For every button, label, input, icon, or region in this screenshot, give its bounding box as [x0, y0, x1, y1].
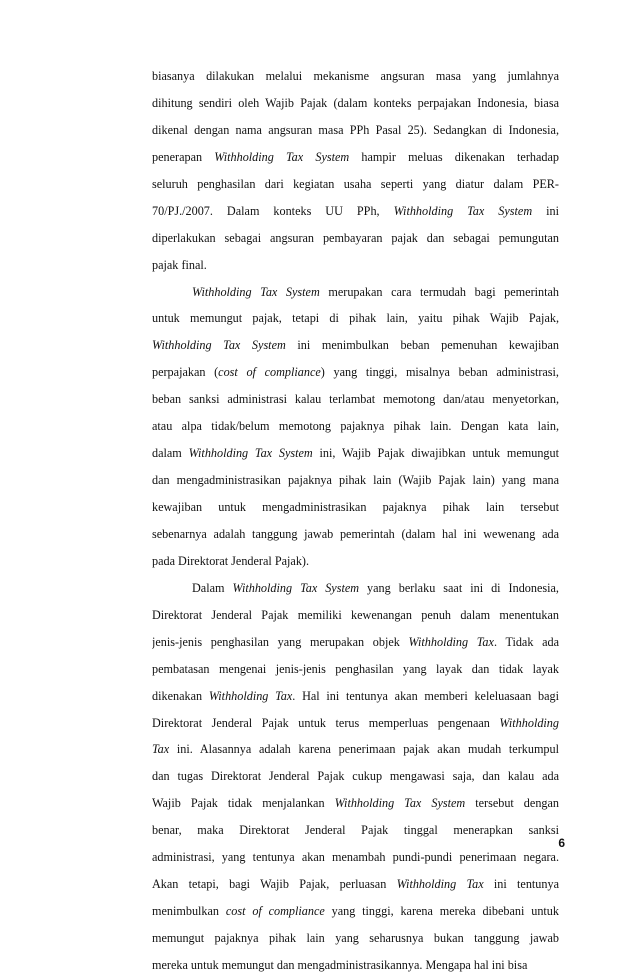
text-segment: sebenarnya adalah tanggung jawab pemerintah (dalam hal ini wewenang ada — [152, 526, 559, 541]
text-segment: perpajakan ( — [152, 365, 219, 380]
italic-text: cost of compliance — [218, 365, 321, 380]
text-segment: ini, Wajib Pajak diwajibkan untuk memungut — [312, 446, 559, 461]
text-line — [152, 359, 559, 386]
text-line — [152, 952, 559, 979]
text-segment: pada Direktorat Jenderal Pajak). — [152, 553, 310, 568]
text-line — [152, 90, 559, 117]
text-line — [152, 171, 559, 198]
text-line — [152, 198, 559, 225]
text-line — [152, 817, 559, 844]
text-line — [152, 683, 559, 710]
text-segment: merupakan cara termudah bagi pemerintah — [319, 284, 559, 299]
text-line — [152, 63, 559, 90]
text-segment: pajak final. — [152, 257, 207, 272]
paragraph — [152, 279, 559, 575]
text-segment: dihitung sendiri oleh Wajib Pajak (dalam konteks perpajakan Indonesia, biasa — [152, 95, 559, 110]
italic-text: Withholding Tax System — [334, 796, 466, 811]
text-line — [152, 494, 559, 521]
italic-text: Withholding Tax System — [188, 446, 313, 461]
italic-text: Tax — [152, 742, 170, 757]
text-line — [152, 602, 559, 629]
text-line — [152, 736, 559, 763]
text-segment: Direktorat Jenderal Pajak untuk terus memperluas pengenaan — [152, 715, 500, 730]
text-segment: diperlakukan sebagai angsuran pembayaran pajak dan sebagai pemungutan — [152, 230, 559, 245]
text-segment: menimbulkan — [152, 904, 226, 919]
text-line — [152, 575, 559, 602]
text-line — [152, 144, 559, 171]
text-segment: dikenal dengan nama angsuran masa PPh Pasal 25). Sedangkan di Indonesia, — [152, 122, 559, 137]
text-line — [152, 763, 559, 790]
text-segment: tersebut dengan — [465, 796, 559, 811]
text-line — [152, 225, 559, 252]
text-segment: Wajib Pajak tidak menjalankan — [152, 796, 335, 811]
text-segment: 70/PJ./2007. Dalam konteks UU PPh, — [152, 203, 394, 218]
italic-text: Withholding Tax System — [192, 284, 320, 299]
paragraph — [152, 63, 559, 279]
italic-text: Withholding Tax — [208, 688, 293, 703]
text-segment: memungut pajaknya pihak lain yang seharusnya bukan tanggung jawab — [152, 931, 559, 945]
text-line — [152, 440, 559, 467]
italic-text: Withholding — [499, 715, 559, 730]
text-segment: Dalam — [192, 580, 233, 595]
text-line — [152, 790, 559, 817]
text-segment: dan tugas Direktorat Jenderal Pajak cukup mengawasi saja, dan kalau ada — [152, 769, 559, 784]
text-segment: dalam — [152, 446, 189, 461]
text-line — [152, 521, 559, 548]
text-segment: untuk memungut pajak, tetapi di pihak lain, yaitu pihak Wajib Pajak, — [152, 311, 559, 326]
text-line — [152, 898, 559, 925]
text-line — [152, 629, 559, 656]
italic-text: Withholding Tax — [396, 877, 484, 892]
paragraph — [152, 575, 559, 979]
text-segment: mereka untuk memungut dan mengadministrasikannya. Mengapa hal ini bisa — [152, 957, 528, 972]
text-line — [152, 252, 559, 279]
text-line — [152, 656, 559, 683]
italic-text: Withholding Tax System — [152, 338, 286, 353]
text-line — [152, 710, 559, 737]
text-segment: dan mengadministrasikan pajaknya pihak lain (Wajib Pajak lain) yang mana — [152, 473, 559, 488]
text-segment: yang tinggi, karena mereka dibebani untuk — [324, 904, 559, 919]
italic-text: Withholding Tax System — [232, 580, 360, 595]
italic-text: cost of compliance — [225, 904, 325, 919]
text-segment: dikenakan — [152, 688, 209, 703]
text-segment: benar, maka Direktorat Jenderal Pajak tinggal menerapkan sanksi — [152, 823, 559, 838]
text-segment: ini. Alasannya adalah karena penerimaan pajak akan mudah terkumpul — [169, 742, 559, 757]
text-segment: ) yang tinggi, misalnya beban administrasi, — [320, 365, 559, 380]
text-line — [152, 467, 559, 494]
text-segment: Direktorat Jenderal Pajak memiliki kewenangan penuh dalam menentukan — [152, 607, 559, 622]
text-segment: yang berlaku saat ini di Indonesia, — [359, 580, 559, 595]
text-segment: seluruh penghasilan dari kegiatan usaha seperti yang diatur dalam PER- — [152, 176, 559, 191]
text-segment: ini tentunya — [483, 877, 559, 892]
text-segment: . Tidak ada — [493, 634, 559, 649]
text-line — [152, 386, 559, 413]
text-segment: hampir meluas dikenakan terhadap — [349, 149, 559, 164]
text-segment: beban sanksi administrasi kalau terlambat memotong dan/atau menyetorkan, — [152, 392, 559, 407]
text-segment: administrasi, yang tentunya akan menambah pundi-pundi penerimaan negara. — [152, 850, 559, 865]
text-line — [152, 117, 559, 144]
text-line — [152, 548, 559, 575]
document-body — [152, 63, 559, 979]
text-segment: kewajiban untuk mengadministrasikan pajaknya pihak lain tersebut — [152, 500, 559, 514]
text-segment: Akan tetapi, bagi Wajib Pajak, perluasan — [152, 877, 397, 892]
text-segment: penerapan — [152, 149, 215, 164]
text-segment: atau alpa tidak/belum memotong pajaknya pihak lain. Dengan kata lain, — [152, 419, 559, 434]
text-line — [152, 871, 559, 898]
page-number: 6 — [558, 836, 565, 850]
text-segment: jenis-jenis penghasilan yang merupakan objek — [152, 634, 409, 649]
text-segment: biasanya dilakukan melalui mekanisme angsuran masa yang jumlahnya — [152, 69, 559, 83]
text-line — [152, 844, 559, 871]
italic-text: Withholding Tax — [408, 634, 494, 649]
text-line — [152, 305, 559, 332]
italic-text: Withholding Tax System — [393, 203, 533, 218]
text-line — [152, 279, 559, 306]
text-line — [152, 925, 559, 952]
text-segment: pembatasan mengenai jenis-jenis penghasilan yang layak dan tidak layak — [152, 661, 559, 676]
italic-text: Withholding Tax System — [214, 149, 350, 164]
text-line — [152, 332, 559, 359]
text-segment: ini — [532, 203, 559, 218]
text-line — [152, 413, 559, 440]
text-segment: ini menimbulkan beban pemenuhan kewajiban — [285, 338, 559, 353]
text-segment: . Hal ini tentunya akan memberi keleluasaan bagi — [292, 688, 559, 703]
